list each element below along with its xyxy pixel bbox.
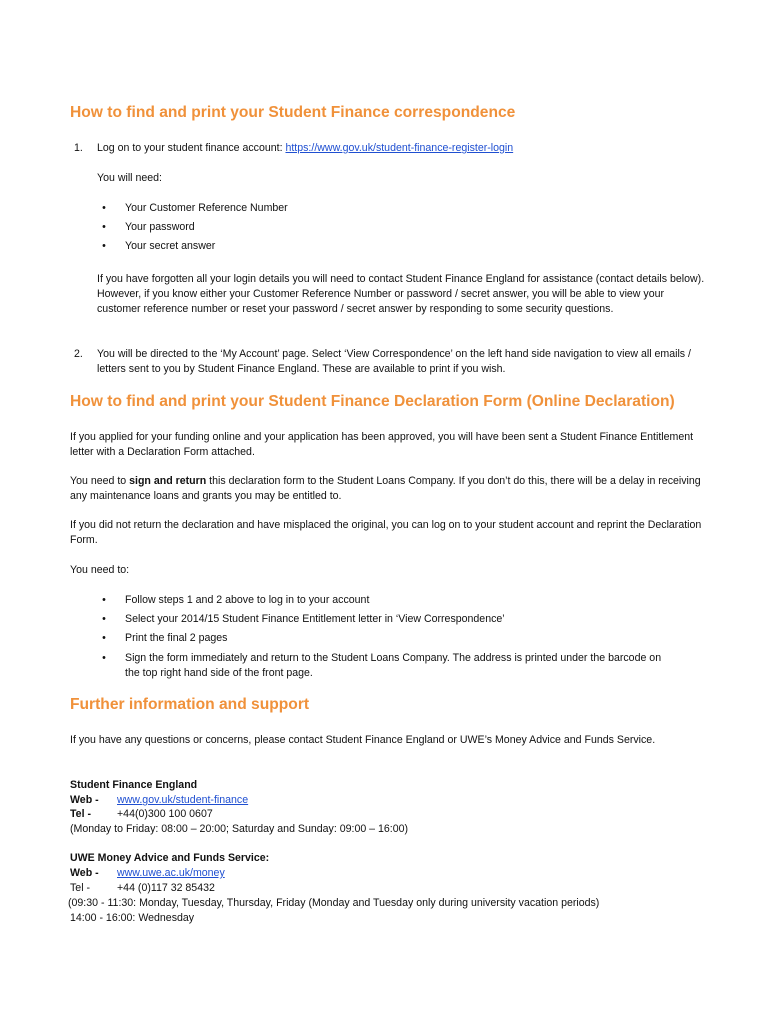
list-item: Your Customer Reference Number [125,202,288,214]
bullet-icon: • [102,652,106,664]
step-number: 2. [74,348,83,360]
bullet-icon: • [102,594,106,606]
section-title-declaration: How to find and print your Student Finance Declaration Form (Online Declaration) [70,393,675,410]
bullet-icon: • [102,240,106,252]
sfe-hours: (Monday to Friday: 08:00 – 20:00; Saturday and Sunday: 09:00 – 16:00) [70,823,409,835]
para2-pre: You need to [70,475,130,487]
need-label: You will need: [97,172,162,184]
list-item: Sign the form immediately and return to the Student Loans Company. The address is printed under the barcode on the top right hand side of the front page. [125,652,662,679]
para2-bold: sign and return [129,475,207,487]
bullet-icon: • [102,613,106,625]
bullet-icon: • [102,202,106,214]
uwe-hours-1: (09:30 - 11:30: Monday, Tuesday, Thursday, Friday (Monday and Tuesday only during university vacation periods) [68,897,600,909]
list-item: Your password [125,221,195,233]
section-title-further-info: Further information and support [70,696,310,713]
section-title-correspondence: How to find and print your Student Finance correspondence [70,104,516,121]
list-item: Print the final 2 pages [125,632,228,644]
bullet-icon: • [102,632,106,644]
uwe-web-link[interactable]: www.uwe.ac.uk/money [117,867,225,879]
further-info-intro: If you have any questions or concerns, please contact Student Finance England or UWE’s Money Advice and Funds Service. [70,734,656,746]
declaration-paragraph-1: If you applied for your funding online and your application has been approved, you will have been sent a Student Finance Entitlement letter with a Declaration Form attached. [70,431,694,458]
uwe-name: UWE Money Advice and Funds Service: [70,852,270,864]
login-link[interactable]: https://www.gov.uk/student-finance-register-login [285,142,514,154]
step-1-text [97,141,513,156]
declaration-paragraph-2 [70,474,702,504]
uwe-tel: +44 (0)117 32 85432 [117,882,215,894]
sfe-name: Student Finance England [70,779,198,791]
uwe-tel-label: Tel - [70,882,91,894]
list-item: Your secret answer [125,240,216,252]
step-2-text: You will be directed to the ‘My Account’ page. Select ‘View Correspondence’ on the left hand side navigation to view all emails / letters sent to you by Student Finance England. These are available to print if you wish. [97,348,691,375]
sfe-tel: +44(0)300 100 0607 [117,808,213,820]
step-number: 1. [74,142,83,154]
uwe-hours-2: 14:00 - 16:00: Wednesday [70,912,195,924]
list-item: Follow steps 1 and 2 above to log in to your account [125,594,370,606]
list-item: Select your 2014/15 Student Finance Entitlement letter in ‘View Correspondence’ [125,613,505,625]
para2-post: this declaration form to the Student Loans Company. If you don’t do this, there will be a delay in receiving any maintenance loans and grants you may be entitled to. [70,475,701,502]
forgotten-paragraph: If you have forgotten all your login details you will need to contact Student Finance England for assistance (contact details below). However, if you know either your Customer Reference Number or password / secret answer, you will be able to view your customer reference number or reset your password / secret answer by responding to some security questions. [97,273,705,315]
declaration-paragraph-3: If you did not return the declaration and have misplaced the original, you can log on to your student account and reprint the Declaration Form. [70,519,702,546]
uwe-web-label: Web - [70,867,99,879]
step-1-label: Log on to your student finance account: [97,142,286,154]
bullet-icon: • [102,221,106,233]
sfe-web-link[interactable]: www.gov.uk/student-finance [117,794,249,806]
need-to-label: You need to: [70,564,130,576]
sfe-tel-label: Tel - [70,808,91,820]
sfe-web-label: Web - [70,794,99,806]
